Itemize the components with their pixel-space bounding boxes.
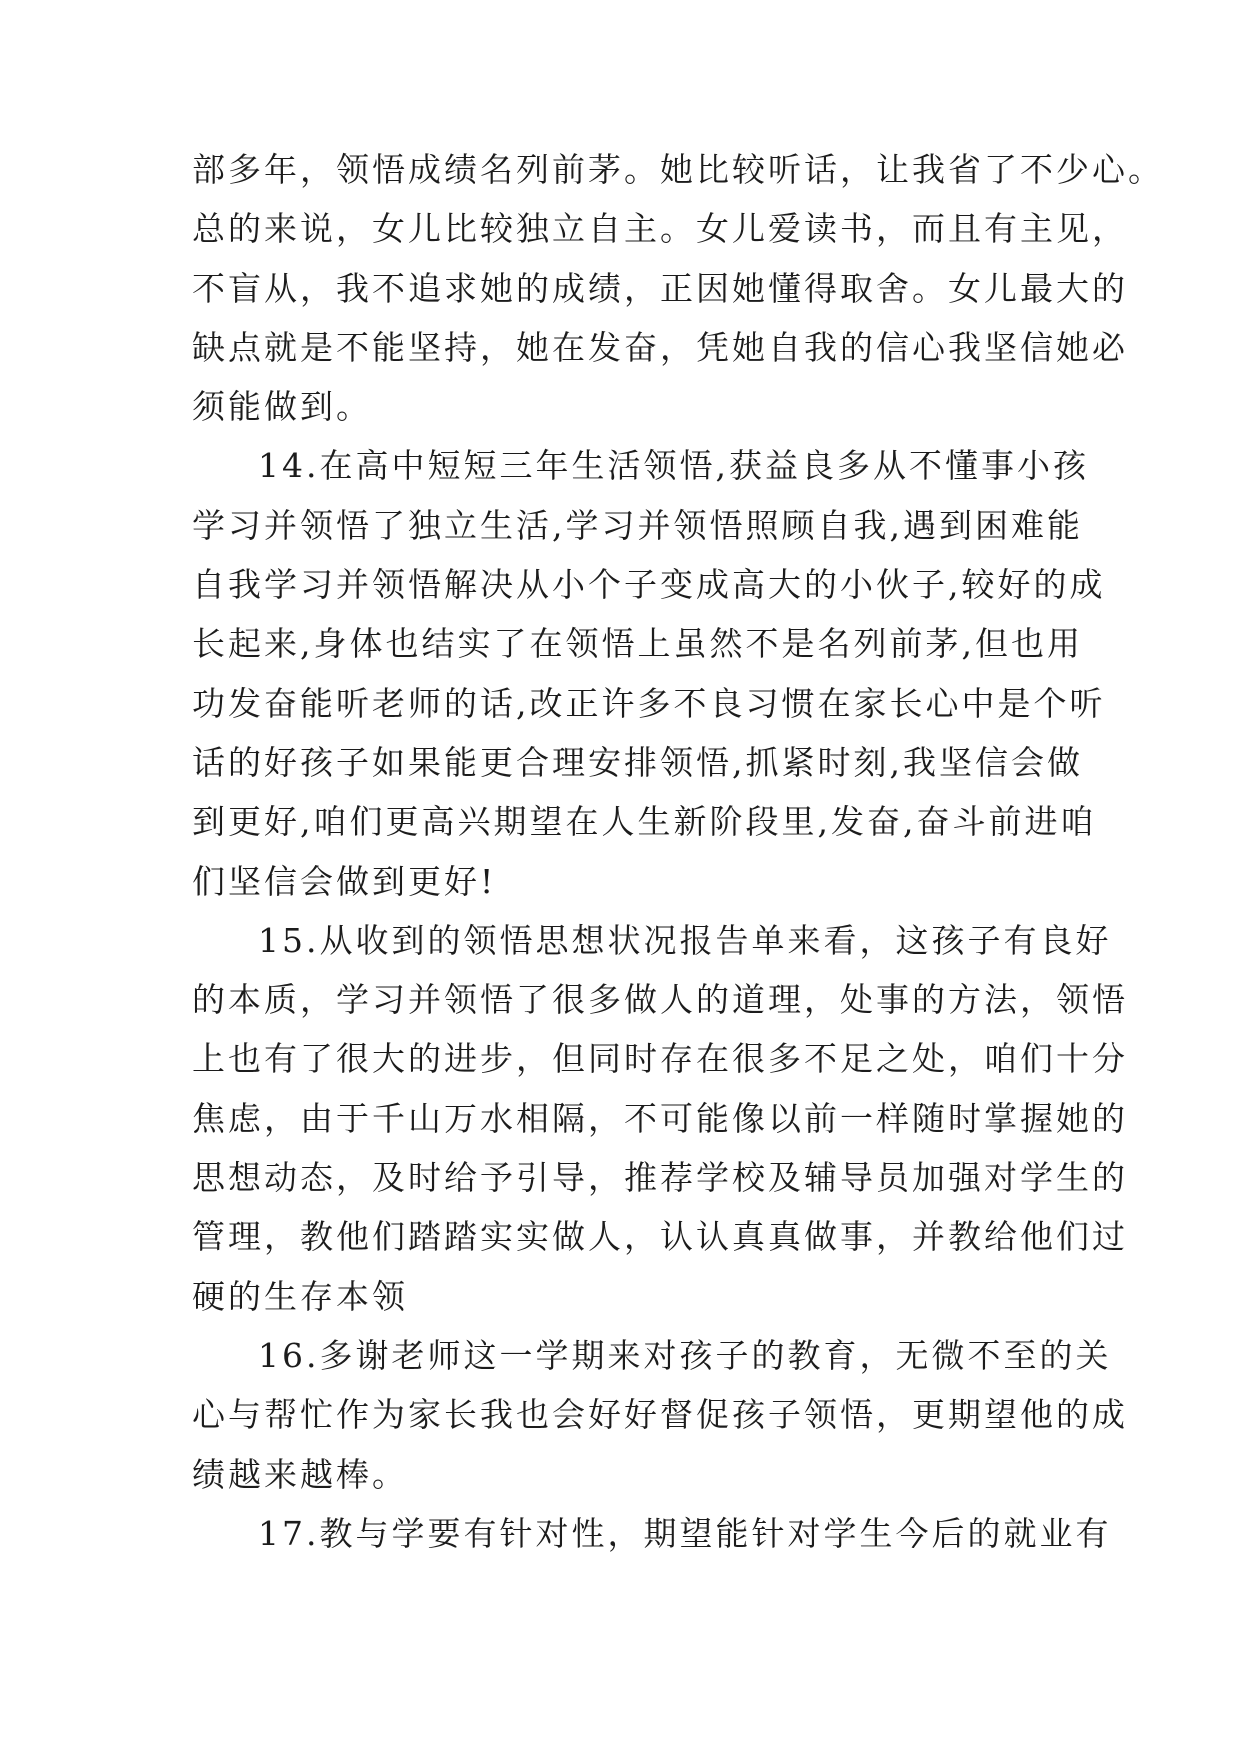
text-line: 心与帮忙作为家长我也会好好督促孩子领悟，更期望他的成 — [192, 1395, 1128, 1435]
text-line: 硬的生存本领 — [192, 1276, 408, 1316]
text-line: 学习并领悟了独立生活,学习并领悟照顾自我,遇到困难能 — [192, 505, 1083, 545]
paragraph-15 — [192, 911, 1128, 1326]
text-line: 焦虑，由于千山万水相隔，不可能像以前一样随时掌握她的 — [192, 1098, 1128, 1138]
text-line: 到更好,咱们更高兴期望在人生新阶段里,发奋,奋斗前进咱 — [192, 802, 1097, 842]
text-line: 管理，教他们踏踏实实做人，认认真真做事，并教给他们过 — [192, 1217, 1128, 1257]
paragraph-14 — [192, 436, 1106, 910]
paragraph-17 — [192, 1504, 1112, 1563]
text-line: 须能做到。 — [192, 387, 372, 427]
paragraph-16 — [192, 1326, 1128, 1504]
paragraph-continuation — [192, 140, 1164, 436]
text-line: 不盲从，我不追求她的成绩，正因她懂得取舍。女儿最大的 — [192, 268, 1128, 308]
text-line: 话的好孩子如果能更合理安排领悟,抓紧时刻,我坚信会做 — [192, 742, 1083, 782]
text-line: 缺点就是不能坚持，她在发奋，凭她自我的信心我坚信她必 — [192, 327, 1128, 367]
text-line: 绩越来越棒。 — [192, 1454, 408, 1494]
text-line: 总的来说，女儿比较独立自主。女儿爱读书，而且有主见， — [192, 209, 1128, 249]
text-line: 部多年，领悟成绩名列前茅。她比较听话，让我省了不少心。 — [192, 150, 1164, 189]
text-line: 们坚信会做到更好! — [192, 861, 497, 901]
text-line: 自我学习并领悟解决从小个子变成高大的小伙子,较好的成 — [192, 565, 1106, 605]
text-line: 思想动态，及时给予引导，推荐学校及辅导员加强对学生的 — [192, 1158, 1128, 1198]
text-line: 17.教与学要有针对性，期望能针对学生今后的就业有 — [258, 1513, 1112, 1553]
text-line: 长起来,身体也结实了在领悟上虽然不是名列前茅,但也用 — [192, 624, 1083, 664]
text-line: 上也有了很大的进步，但同时存在很多不足之处，咱们十分 — [192, 1039, 1128, 1079]
text-line: 功发奋能听老师的话,改正许多不良习惯在家长心中是个听 — [192, 683, 1106, 723]
text-line: 15.从收到的领悟思想状况报告单来看，这孩子有良好 — [258, 920, 1112, 960]
document-body — [192, 140, 1164, 1563]
text-line: 的本质，学习并领悟了很多做人的道理，处事的方法，领悟 — [192, 980, 1128, 1020]
text-line: 14.在高中短短三年生活领悟,获益良多从不懂事小孩 — [258, 446, 1089, 486]
text-line: 16.多谢老师这一学期来对孩子的教育，无微不至的关 — [258, 1335, 1112, 1375]
